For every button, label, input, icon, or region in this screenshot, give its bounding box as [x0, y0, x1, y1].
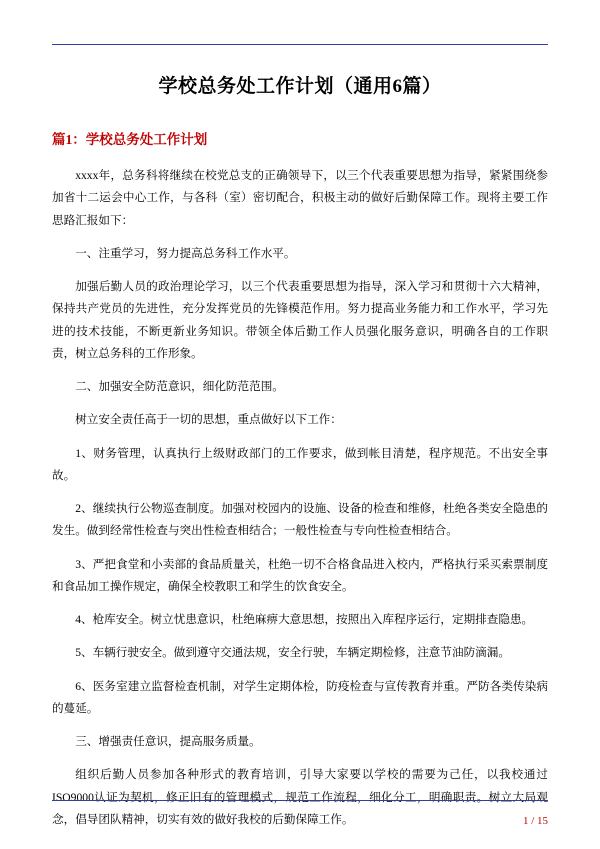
- paragraph: 4、枪库安全。树立忧患意识，杜绝麻痹大意思想，按照出入库程序运行，定期排查隐患。: [75, 613, 534, 626]
- section-heading: 篇1：学校总务处工作计划: [52, 132, 208, 147]
- document-body: [52, 165, 548, 831]
- paragraph: 2、继续执行公物巡查制度。加强对校园内的设施、设备的检查和维修，杜绝各类安全隐患的发生。做到经常性检查与突出性检查相结合；一般性检查与专向性检查相结合。: [52, 502, 548, 538]
- paragraph: xxxx年，总务科将继续在校党总支的正确领导下，以三个代表重要思想为指导，紧紧围绕参加省十二运会中心工作，与各科（室）密切配合，积极主动的做好后勤保障工作。现将主要工作思路汇报如下：: [52, 169, 548, 227]
- paragraph: 组织后勤人员参加各种形式的教育培训，引导大家要以学校的需要为己任，以我校通过ISO9000认证为契机，修正旧有的管理模式，规范工作流程，细化分工，明确职责。树立大局观念，倡导团队精神，切实有效的做好我校的后勤保障工作。: [52, 768, 548, 826]
- paragraph: 二、加强安全防范意识，细化防范范围。: [75, 380, 284, 393]
- page-title: 学校总务处工作计划（通用6篇）: [158, 76, 442, 97]
- paragraph: 3、严把食堂和小卖部的食品质量关，杜绝一切不合格食品进入校内，严格执行采买索票制度和食品加工操作规定，确保全校教职工和学生的饮食安全。: [52, 557, 548, 593]
- paragraph: 树立安全责任高于一切的思想，重点做好以下工作：: [75, 413, 342, 427]
- paragraph: 5、车辆行驶安全。做到遵守交通法规，安全行驶，车辆定期检修，注意节油防滴漏。: [75, 646, 510, 660]
- paragraph: 三、增强责任意识，提高服务质量。: [75, 735, 261, 748]
- header-rule: [52, 44, 548, 45]
- paragraph: 加强后勤人员的政治理论学习，以三个代表重要思想为指导，深入学习和贯彻十六大精神，保持共产党员的先进性，充分发挥党员的先锋模范作用。努力提高业务能力和工作水平，学习先进的技术技能，不断更新业务知识。带领全体后勤工作人员强化服务意识，明确各自的工作职责，树立总务科的工作形象。: [52, 280, 548, 360]
- paragraph: 6、医务室建立监督检查机制，对学生定期体检，防疫检查与宣传教育并重。严防各类传染病的蔓延。: [52, 679, 548, 715]
- paragraph: 一、注重学习，努力提高总务科工作水平。: [75, 246, 296, 260]
- page-indicator: 1 / 15: [522, 815, 548, 827]
- paragraph: 1、财务管理，认真执行上级财政部门的工作要求，做到帐目清楚，程序规范。不出安全事故。: [52, 446, 548, 482]
- footer-rule: [52, 800, 548, 801]
